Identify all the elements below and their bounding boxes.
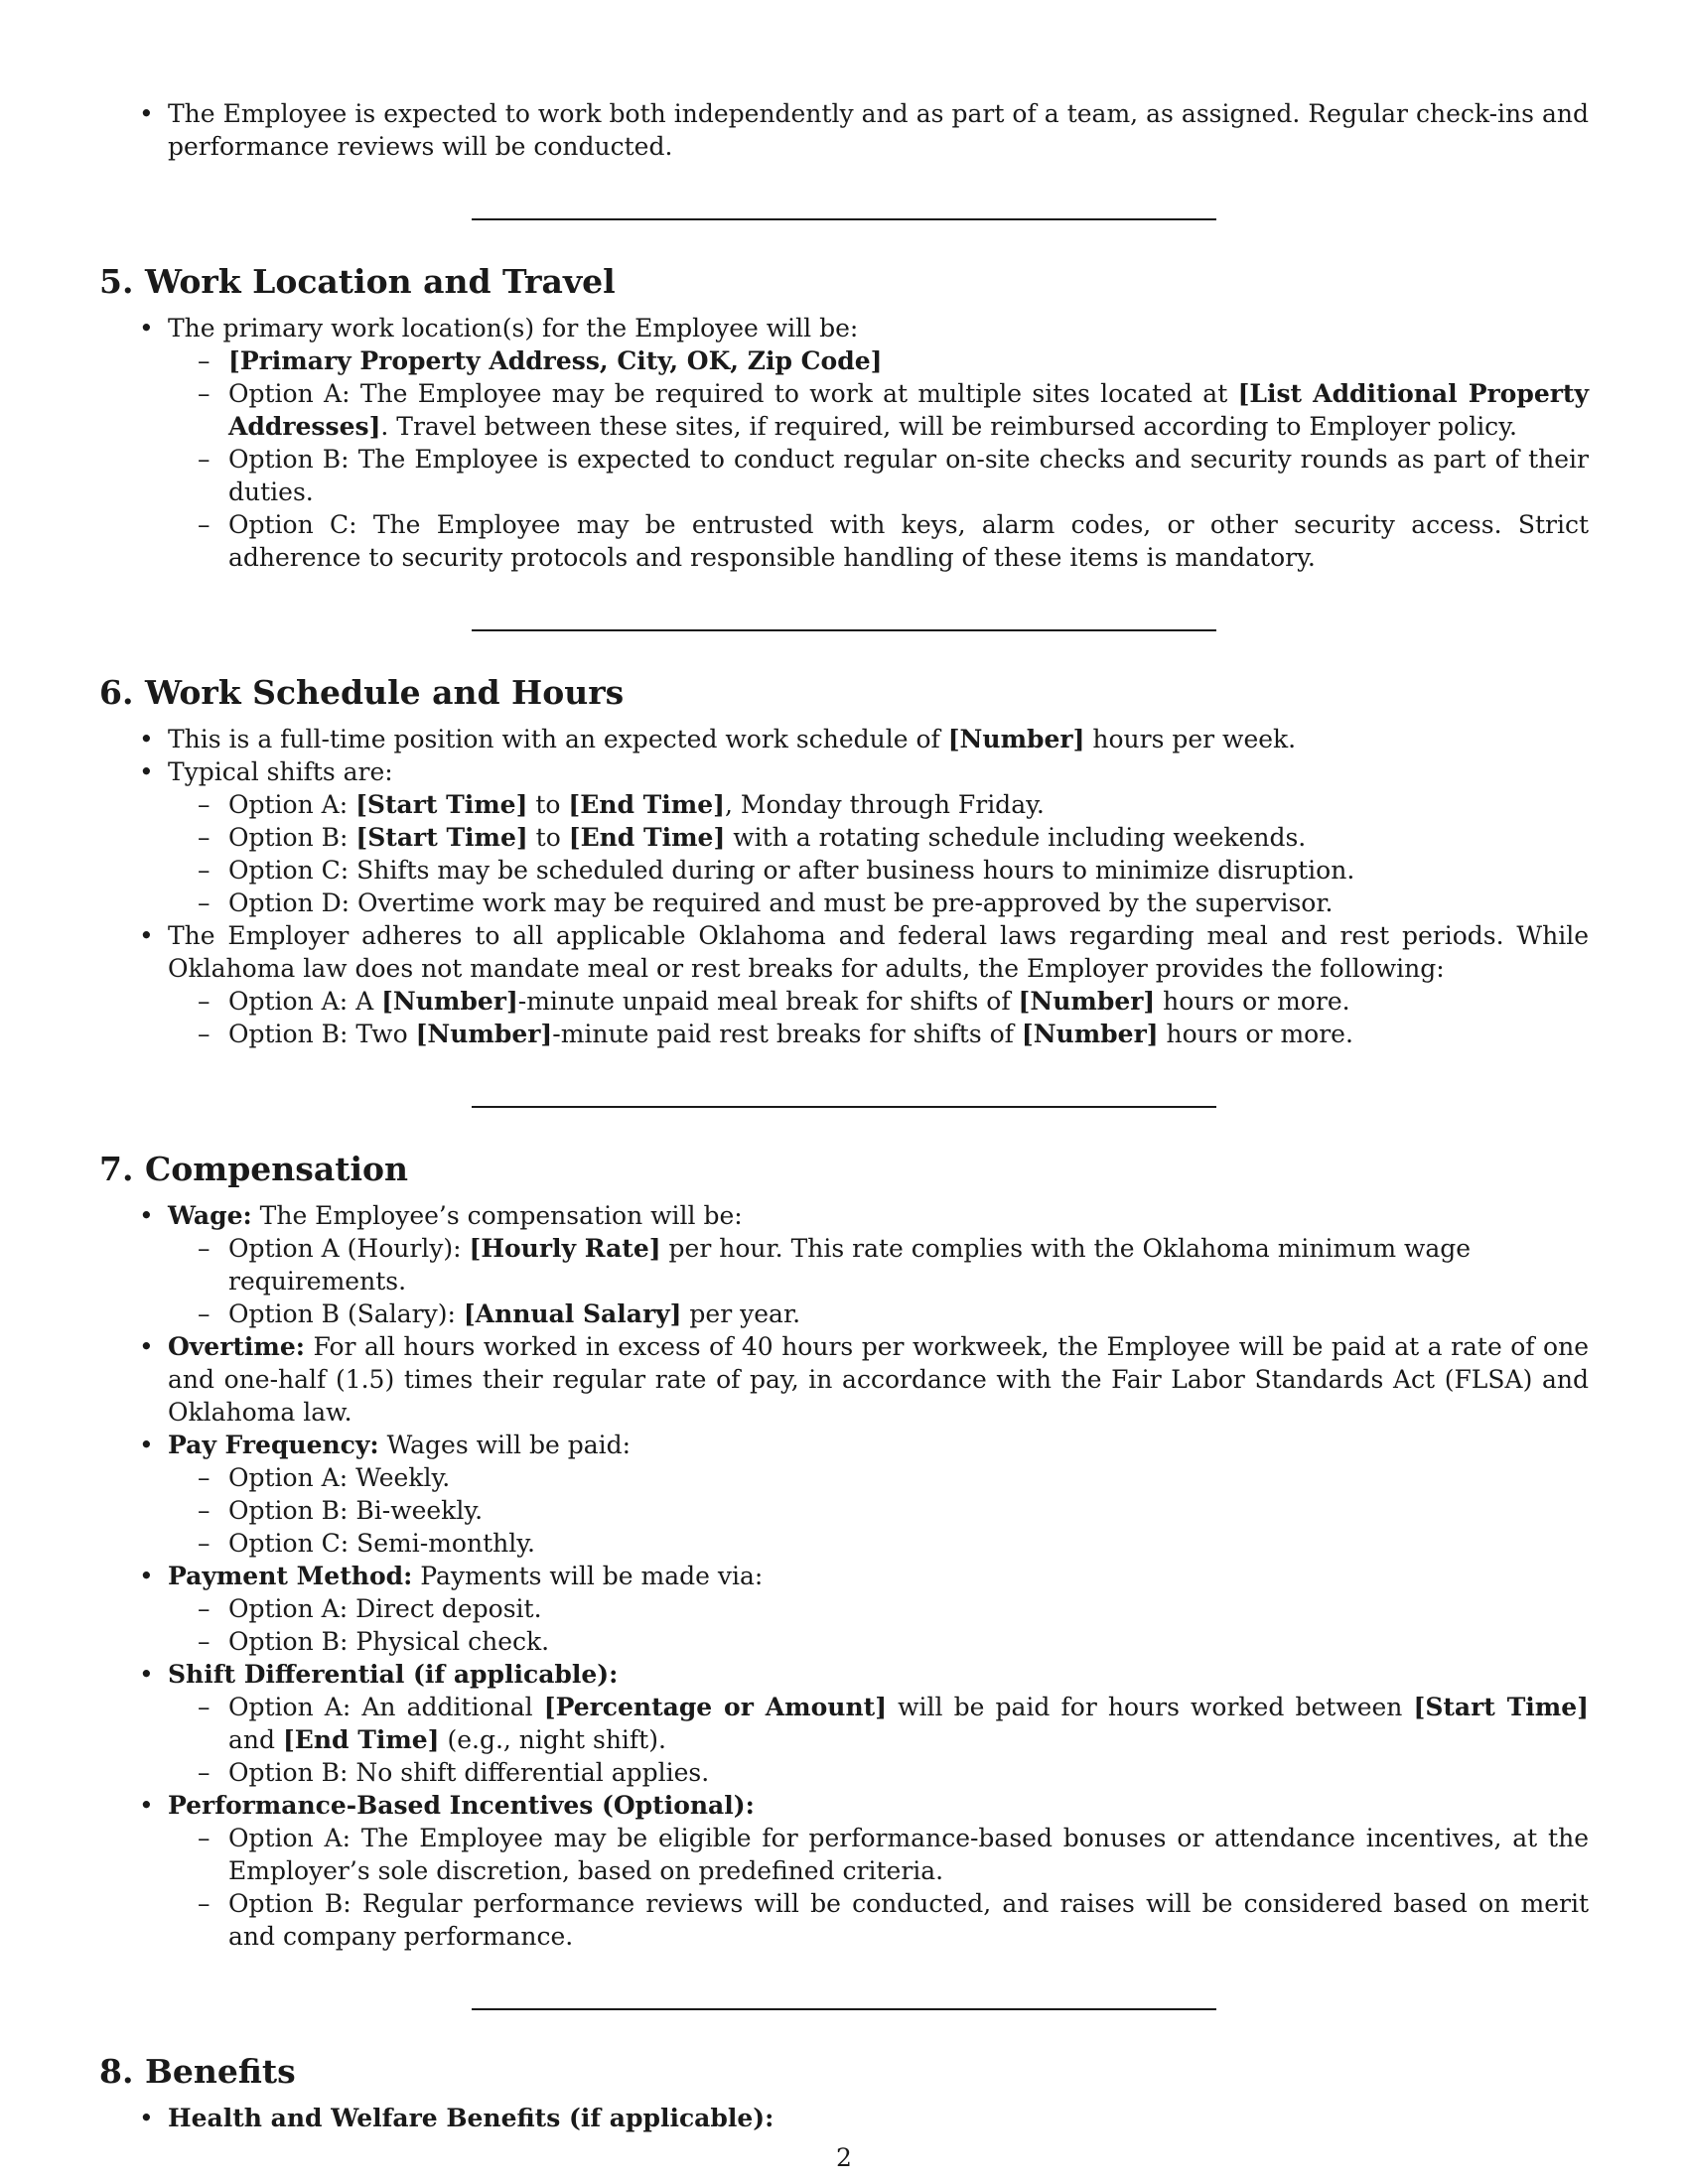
- sub-list-item: [168, 1527, 1589, 1560]
- placeholder: [Start Time]: [355, 790, 528, 819]
- sub-list-item: [168, 788, 1589, 821]
- section-5-list: [99, 312, 1589, 574]
- option-text: Option A: An additional: [228, 1693, 544, 1721]
- option-text: Option C: Semi-monthly.: [228, 1529, 535, 1558]
- bullet-icon: •: [139, 1332, 154, 1361]
- dash-icon: –: [198, 1020, 211, 1048]
- sub-list: [168, 1461, 1589, 1560]
- sub-list-item: [168, 1625, 1589, 1658]
- placeholder: [Start Time]: [1413, 1693, 1589, 1721]
- section-title: Work Location and Travel: [145, 262, 616, 301]
- bullet-icon: •: [139, 1431, 154, 1459]
- dash-icon: –: [198, 1529, 211, 1558]
- item-text: Typical shifts are:: [168, 757, 393, 786]
- placeholder: [Annual Salary]: [463, 1299, 682, 1328]
- placeholder: [Number]: [415, 1020, 553, 1048]
- item-text: For all hours worked in excess of 40 hours per workweek, the Employee will be paid at a rate of one and one-half (1.5) times their regular rate of pay, in accordance with the Fair Labor Standards Act (FLSA) and Oklahoma law.: [168, 1332, 1589, 1427]
- dash-icon: –: [198, 445, 211, 474]
- option-text: Option B: Physical check.: [228, 1627, 550, 1656]
- option-text: Option A: Direct deposit.: [228, 1594, 542, 1623]
- item-label: Performance-Based Incentives (Optional):: [168, 1791, 755, 1820]
- teamwork-text: The Employee is expected to work both independently and as part of a team, as assigned. Regular check-ins and performance reviews will be conducted.: [168, 99, 1589, 161]
- dash-icon: –: [198, 823, 211, 852]
- dash-icon: –: [198, 1627, 211, 1656]
- option-text: Option B: Two: [228, 1020, 416, 1048]
- section-5-heading: [99, 262, 1589, 302]
- section-title: Work Schedule and Hours: [145, 673, 625, 712]
- sub-list-item: [168, 854, 1589, 887]
- placeholder: [Number]: [381, 987, 518, 1016]
- option-text: per hour. This rate complies with the Oklahoma minimum wage requirements.: [228, 1234, 1472, 1296]
- option-text: Option B: Bi-weekly.: [228, 1496, 484, 1525]
- sub-list-item: [168, 1461, 1589, 1494]
- section-7-list: [99, 1199, 1589, 1953]
- section-6-list: [99, 723, 1589, 1050]
- work-location-lead: The primary work location(s) for the Employee will be:: [168, 314, 859, 342]
- section-title: Benefits: [145, 2052, 296, 2091]
- section-8-heading: [99, 2052, 1589, 2092]
- dash-icon: –: [198, 856, 211, 885]
- sub-list-item: [168, 985, 1589, 1018]
- sub-list-item: [168, 1592, 1589, 1625]
- option-text: Option A: The Employee may be eligible for performance-based bonuses or attendance incentives, at the Employer’s sole discretion, based on predefined criteria.: [228, 1824, 1589, 1885]
- dash-icon: –: [198, 1463, 211, 1492]
- option-text: Option C: The Employee may be entrusted with keys, alarm codes, or other security access. Strict adherence to security protocols and responsible handling of these items is mandatory.: [228, 510, 1589, 572]
- dash-icon: –: [198, 790, 211, 819]
- option-text: Option A: The Employee may be required to work at multiple sites located at: [228, 379, 1238, 408]
- option-text: to: [527, 790, 569, 819]
- section-number: 7.: [99, 1150, 134, 1188]
- list-item: [99, 1789, 1589, 1953]
- dash-icon: –: [198, 1234, 211, 1263]
- option-text: and: [228, 1725, 283, 1754]
- item-label: Wage:: [168, 1201, 252, 1230]
- option-text: Option B: Regular performance reviews will be conducted, and raises will be considered based on merit and company performance.: [228, 1889, 1589, 1951]
- option-text: with a rotating schedule including weekends.: [725, 823, 1307, 852]
- item-label: Health and Welfare Benefits (if applicable):: [168, 2104, 774, 2132]
- item-text: The Employee’s compensation will be:: [251, 1201, 743, 1230]
- list-item: [99, 755, 1589, 919]
- dash-icon: –: [198, 987, 211, 1016]
- bullet-icon: •: [139, 314, 154, 342]
- section-title: Compensation: [145, 1150, 408, 1188]
- option-text: Option D: Overtime work may be required and must be pre-approved by the supervisor.: [228, 888, 1334, 917]
- sub-list-item: [168, 1018, 1589, 1050]
- option-text: will be paid for hours worked between: [887, 1693, 1414, 1721]
- option-text: hours or more.: [1155, 987, 1350, 1016]
- placeholder: [End Time]: [568, 823, 726, 852]
- option-text: -minute paid rest breaks for shifts of: [552, 1020, 1022, 1048]
- bullet-icon: •: [139, 1660, 154, 1689]
- bullet-icon: •: [139, 2104, 154, 2132]
- option-text: Option A: Weekly.: [228, 1463, 451, 1492]
- section-divider: [472, 218, 1216, 220]
- dash-icon: –: [198, 888, 211, 917]
- sub-list: [168, 344, 1589, 574]
- bullet-icon: •: [139, 99, 154, 128]
- option-text: Option B:: [228, 823, 356, 852]
- section-6-heading: [99, 673, 1589, 713]
- item-text: hours per week.: [1084, 725, 1297, 753]
- sub-list-item: [168, 1822, 1589, 1887]
- list-item: [99, 919, 1589, 1050]
- sub-list: [168, 1232, 1589, 1330]
- placeholder: [Number]: [947, 725, 1085, 753]
- option-text: , Monday through Friday.: [724, 790, 1045, 819]
- section-number: 5.: [99, 262, 134, 301]
- dash-icon: –: [198, 1889, 211, 1918]
- intro-list: [99, 97, 1589, 163]
- dash-icon: –: [198, 1824, 211, 1852]
- dash-icon: –: [198, 379, 211, 408]
- dash-icon: –: [198, 1299, 211, 1328]
- option-text: Option A: A: [228, 987, 382, 1016]
- section-number: 6.: [99, 673, 134, 712]
- dash-icon: –: [198, 346, 211, 375]
- document-content: [99, 97, 1589, 2134]
- primary-address-placeholder: [Primary Property Address, City, OK, Zip Code]: [228, 346, 883, 375]
- sub-list-item: [168, 1232, 1589, 1297]
- item-label: Overtime:: [168, 1332, 306, 1361]
- list-item: [99, 1199, 1589, 1330]
- item-text: This is a full-time position with an expected work schedule of: [168, 725, 948, 753]
- sub-list-item: [168, 443, 1589, 508]
- sub-list-item: [168, 1756, 1589, 1789]
- sub-list: [168, 1592, 1589, 1658]
- option-text: Option A:: [228, 790, 356, 819]
- sub-list: [168, 985, 1589, 1050]
- dash-icon: –: [198, 1496, 211, 1525]
- list-item: [99, 1330, 1589, 1429]
- list-item: [99, 723, 1589, 755]
- option-text: Option A (Hourly):: [228, 1234, 470, 1263]
- dash-icon: –: [198, 1758, 211, 1787]
- sub-list: [168, 1822, 1589, 1953]
- bullet-icon: •: [139, 725, 154, 753]
- placeholder: [List Additional Property Addresses]: [228, 379, 1589, 441]
- sub-list-item: [168, 1887, 1589, 1953]
- item-text: Payments will be made via:: [412, 1562, 764, 1590]
- sub-list: [168, 788, 1589, 919]
- bullet-icon: •: [139, 1562, 154, 1590]
- section-divider: [472, 2008, 1216, 2010]
- list-item: [99, 1429, 1589, 1560]
- placeholder: [Start Time]: [355, 823, 528, 852]
- list-item: [99, 1560, 1589, 1658]
- sub-list-item: [168, 887, 1589, 919]
- placeholder: [Number]: [1021, 1020, 1159, 1048]
- section-8-list: [99, 2102, 1589, 2134]
- placeholder: [Hourly Rate]: [469, 1234, 661, 1263]
- option-text: Option B: The Employee is expected to conduct regular on-site checks and security rounds as part of their duties.: [228, 445, 1589, 506]
- section-7-heading: [99, 1150, 1589, 1189]
- list-item: [99, 2102, 1589, 2134]
- option-text: -minute unpaid meal break for shifts of: [517, 987, 1019, 1016]
- item-text: The Employer adheres to all applicable Oklahoma and federal laws regarding meal and rest periods. While Oklahoma law does not mandate meal or rest breaks for adults, the Employer provides the following:: [168, 921, 1589, 983]
- option-text: hours or more.: [1158, 1020, 1353, 1048]
- section-divider: [472, 629, 1216, 631]
- option-text: . Travel between these sites, if required, will be reimbursed according to Employer policy.: [380, 412, 1517, 441]
- placeholder: [End Time]: [568, 790, 725, 819]
- option-text: per year.: [681, 1299, 801, 1328]
- item-label: Payment Method:: [168, 1562, 413, 1590]
- list-item: [99, 1658, 1589, 1789]
- item-label: Shift Differential (if applicable):: [168, 1660, 619, 1689]
- dash-icon: –: [198, 1693, 211, 1721]
- dash-icon: –: [198, 1594, 211, 1623]
- sub-list-item: [168, 1297, 1589, 1330]
- sub-list-item: [168, 344, 1589, 377]
- option-text: Option B: No shift differential applies.: [228, 1758, 710, 1787]
- placeholder: [End Time]: [282, 1725, 440, 1754]
- option-text: to: [527, 823, 569, 852]
- list-item: [99, 97, 1589, 163]
- bullet-icon: •: [139, 1201, 154, 1230]
- option-text: Option C: Shifts may be scheduled during or after business hours to minimize disruption.: [228, 856, 1355, 885]
- placeholder: [Number]: [1018, 987, 1156, 1016]
- item-text: Wages will be paid:: [378, 1431, 632, 1459]
- bullet-icon: •: [139, 921, 154, 950]
- section-number: 8.: [99, 2052, 134, 2091]
- section-divider: [472, 1106, 1216, 1108]
- dash-icon: –: [198, 510, 211, 539]
- sub-list-item: [168, 377, 1589, 443]
- bullet-icon: •: [139, 1791, 154, 1820]
- sub-list: [168, 1691, 1589, 1789]
- page-number: 2: [836, 2143, 852, 2172]
- placeholder: [Percentage or Amount]: [543, 1693, 888, 1721]
- sub-list-item: [168, 1691, 1589, 1756]
- list-item: [99, 312, 1589, 574]
- item-label: Pay Frequency:: [168, 1431, 379, 1459]
- sub-list-item: [168, 821, 1589, 854]
- sub-list-item: [168, 508, 1589, 574]
- bullet-icon: •: [139, 757, 154, 786]
- option-text: Option B (Salary):: [228, 1299, 464, 1328]
- sub-list-item: [168, 1494, 1589, 1527]
- option-text: (e.g., night shift).: [439, 1725, 666, 1754]
